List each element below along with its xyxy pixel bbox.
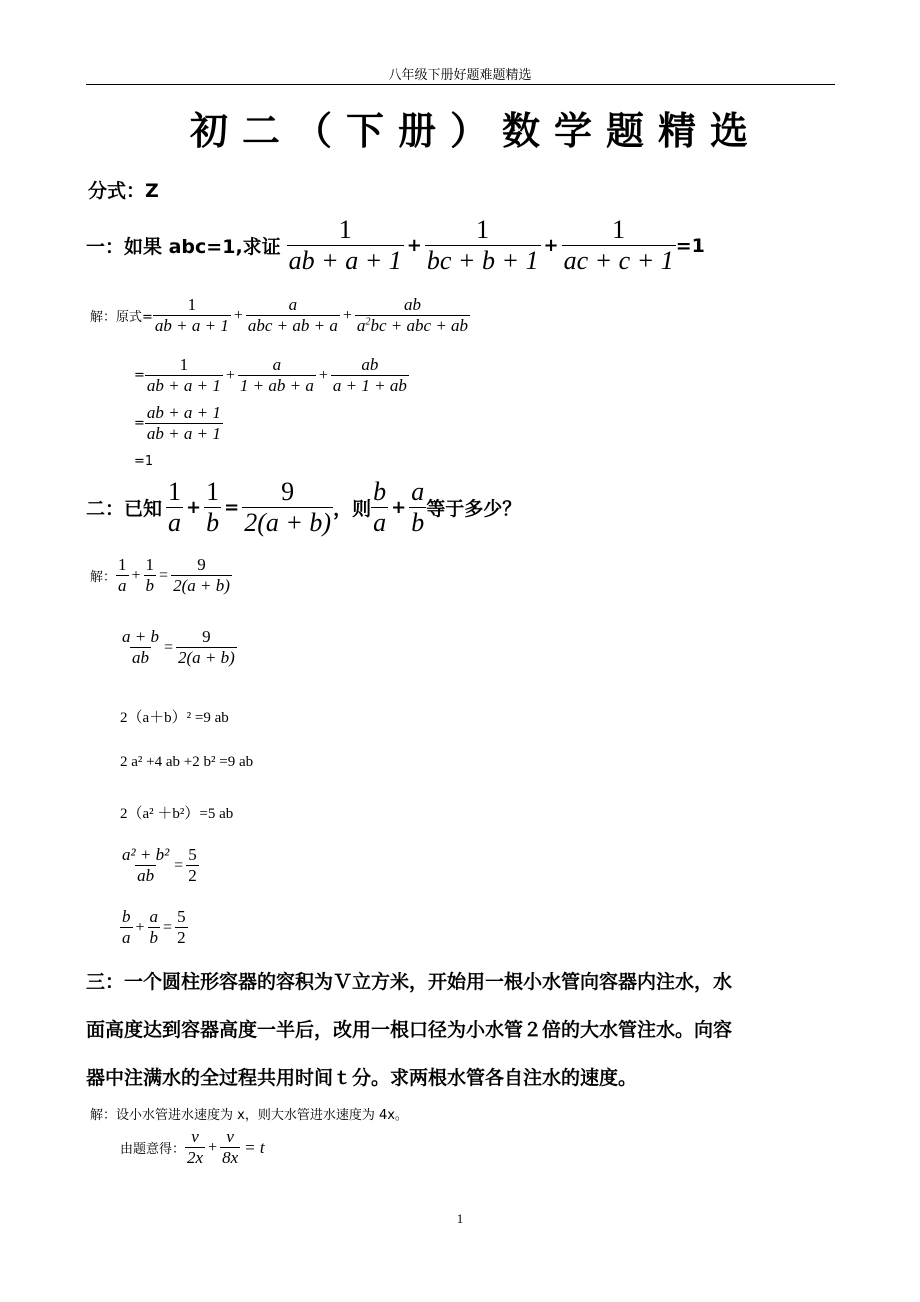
frac [186,846,199,885]
q2-suffix: 等于多少？ [426,498,522,521]
frac-num: 1 [168,477,182,506]
frac-den: ab + a + 1 [146,375,221,395]
frac-den: abc + ab + a [247,315,338,335]
q1-frac3-den: ac + c + 1 [563,245,674,275]
frac [116,556,129,595]
plus: + [186,497,202,519]
frac-den: a [373,507,387,537]
frac [144,556,157,595]
q1-frac1-den: ab + a + 1 [288,245,402,275]
q2-fraction-2 [204,478,221,537]
frac-num: 9 [202,627,211,646]
frac-num: ab [361,355,379,374]
equals: = [163,918,173,936]
solution-1-line-1 [90,296,470,335]
sol1-l1-frac-2 [246,296,340,335]
plus: + [406,235,422,257]
sol3-prefix: 由题意得： [120,1142,186,1158]
frac-num: a + b [122,627,159,646]
frac-num: a [149,907,159,926]
sol1-l2-frac-3 [331,356,409,395]
den-sup: 2 [365,316,371,328]
frac-num: b [122,907,131,926]
frac-den: 2(a + b) [178,647,235,667]
q2-prefix: 二：已知 [86,498,163,521]
frac-num: 1 [145,555,155,574]
den-pre: a [356,315,366,335]
frac-num: 9 [197,555,206,574]
frac [185,1128,205,1167]
frac-num: a [272,355,282,374]
equals: = [134,416,145,432]
solution-2-step-5: 2（a² ＋b²）=5 ab [120,806,234,822]
q1-frac2-den: bc + b + 1 [426,245,539,275]
question-1 [86,216,705,275]
frac-den: 2(a + b) [173,575,230,595]
frac-den: 2(a + b) [244,507,332,537]
frac-den: a [118,575,127,595]
frac-num: 5 [177,907,186,926]
page-header: 八年级下册好题难题精选 [388,68,532,83]
frac-den: ab [131,647,149,667]
frac-num: 1 [206,477,220,506]
equals: = [134,368,145,384]
frac-den: 1 + ab + a [239,375,314,395]
solution-3-line-1: 解：设小水管进水速度为 x，则大水管进水速度为 4x。 [90,1108,408,1123]
sol2-label: 解： [90,570,117,586]
sol1-l2-frac-1 [145,356,223,395]
q1-fraction-3 [562,216,676,275]
solution-2-step-3: 2（a＋b）² =9 ab [120,710,229,726]
q1-frac3-num: 1 [612,215,626,244]
sol1-l3-frac [145,404,223,443]
question-2 [86,478,521,537]
plus: + [225,366,235,384]
header-rule [86,84,835,85]
q1-frac2-num: 1 [476,215,490,244]
frac-num: a² + b² [122,845,170,864]
plus: + [318,366,328,384]
frac [120,628,161,667]
frac-num: v [226,1127,234,1146]
frac-den: 2 [188,865,197,885]
plus: + [208,1138,218,1156]
frac [171,556,232,595]
q1-fraction-1 [287,216,404,275]
plus: + [342,306,352,324]
frac-num: 9 [281,477,295,506]
frac [148,908,161,947]
solution-2-step-4: 2 a² +4 ab +2 b² =9 ab [120,754,254,770]
frac-num: ab [403,295,421,314]
solution-2-step-7 [120,908,188,947]
frac-den: 2x [187,1147,204,1167]
frac-den: b [206,507,220,537]
frac [120,908,133,947]
solution-2-step-6 [120,846,199,885]
frac-num: a [411,477,425,506]
page-number: 1 [456,1211,464,1226]
solution-1-line-3 [134,404,223,443]
solution-1-line-2 [134,356,409,395]
plus: + [135,918,145,936]
frac-num: v [191,1127,199,1146]
frac-den: a [168,507,182,537]
frac-den: b [149,927,159,947]
q1-suffix: =1 [675,234,705,257]
frac-den: ab [137,865,155,885]
frac [175,908,188,947]
solution-1-result: =1 [134,454,154,469]
q2-fraction-1 [166,478,183,537]
equals: = [174,856,184,874]
page-title: 初二（下册）数学题精选 [190,109,763,153]
q2-mid: ，则 [333,498,372,521]
q2-fraction-5 [409,478,426,537]
frac [220,1128,240,1167]
plus: + [391,497,407,519]
frac-den: b [411,507,425,537]
plus: + [233,306,243,324]
sol1-l2-frac-2 [238,356,316,395]
section-heading-fractions: 分式：Z [88,180,159,202]
plus: + [131,566,141,584]
q3-line-1: 三：一个圆柱形容器的容积为Ｖ立方米，开始用一根小水管向容器内注水，水 [86,971,733,993]
equals: = [159,566,169,584]
q3-line-2: 面高度达到容器高度一半后，改用一根口径为小水管２倍的大水管注水。向容 [86,1019,733,1041]
frac-den: 8x [222,1147,239,1167]
solution-2-step-1 [90,556,232,595]
q2-fraction-4 [371,478,388,537]
q1-prefix: 一：如果 abc=1,求证 [86,236,281,259]
q2-fraction-3 [242,478,333,537]
frac-num: 1 [179,355,189,374]
sol1-l1-frac-3 [355,296,470,335]
frac-num: 1 [187,295,197,314]
frac-num: ab + a + 1 [146,403,221,422]
question-3 [86,958,836,1102]
equals: = [224,497,240,519]
frac-num: b [373,477,387,506]
frac-den: a + 1 + ab [332,375,407,395]
solution-2-step-2 [120,628,237,667]
frac-num: 5 [188,845,197,864]
plus: + [543,235,559,257]
frac-num: 1 [118,555,127,574]
frac-den [355,315,470,336]
frac [176,628,237,667]
q3-line-3: 器中注满水的全过程共用时间ｔ分。求两根水管各自注水的速度。 [86,1067,638,1089]
equals: = [163,638,174,656]
frac-den: a [122,927,131,947]
frac-den: 2 [177,927,186,947]
den-post: bc + abc + ab [370,315,469,335]
frac-den: ab + a + 1 [154,315,229,335]
sol3-rhs: = t [244,1137,265,1157]
solution-3-equation [120,1128,265,1167]
frac [120,846,171,885]
sol1-label: 解：原式= [90,310,153,326]
frac-den: b [145,575,155,595]
q1-frac1-num: 1 [338,215,352,244]
frac-den: ab + a + 1 [146,423,221,443]
sol1-l1-frac-1 [153,296,231,335]
q1-fraction-2 [425,216,541,275]
frac-num: a [288,295,298,314]
